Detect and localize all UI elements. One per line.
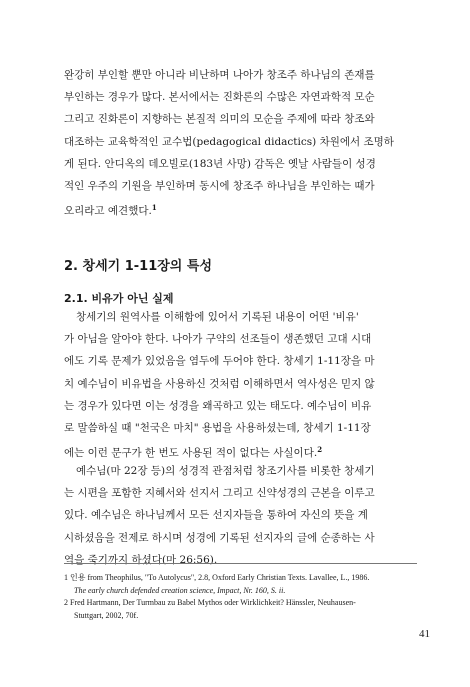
- text-line: 있다. 예수님은 하나님께서 모든 선지자들을 통하여 자신의 뜻을 계: [64, 509, 368, 522]
- text-line: 에도 기록 문제가 있었음을 염두에 두어야 한다. 창세기 1-11장을 마: [64, 355, 375, 368]
- text-line-content: 오리라고 예견했다.: [64, 205, 152, 218]
- footnote-mark: 1: [64, 573, 68, 582]
- footnotes: [64, 572, 417, 622]
- page-number: 41: [419, 628, 430, 640]
- footnote-ref-1[interactable]: 1: [151, 203, 157, 213]
- footnote-text-cont: The early church defended creation science, Impact, Nr. 160, S. ii.: [74, 585, 286, 595]
- paragraph-2: [64, 460, 417, 571]
- footnote-text-cont: Stuttgart, 2002, 70f.: [74, 610, 139, 620]
- text-line: 로 말씀하실 때 "천국은 마치" 용법을 사용하셨는데, 창세기 1-11장: [64, 422, 371, 435]
- footnote-divider: [64, 563, 417, 564]
- paragraph-1: [64, 306, 417, 464]
- footnote-mark: 2: [64, 598, 68, 607]
- text-line: 창세기의 원역사를 이해함에 있어서 기록된 내용이 어떤 '비유': [76, 311, 359, 323]
- text-line: 역을 죽기까지 하셨다(마 26:56).: [64, 553, 218, 566]
- section-heading: 2. 창세기 1-11장의 특성: [64, 259, 212, 274]
- text-line: 게 된다. 안디옥의 데오빌로(183년 사망) 감독은 옛날 사람들이 성경: [64, 157, 376, 170]
- text-line-content: 에는 이런 문구가 한 번도 사용된 적이 없다는 사실이다.: [64, 447, 318, 460]
- text-line: 적인 우주의 기원을 부인하며 동시에 창조주 하나님을 부인하는 때가: [64, 180, 375, 193]
- text-line: 그리고 진화론이 지향하는 본질적 의미의 모순을 주제에 따라 창조와: [64, 113, 375, 126]
- footnote-2: [64, 597, 417, 622]
- footnote-ref-2[interactable]: 2: [317, 445, 323, 455]
- text-line: 완강히 부인할 뿐만 아니라 비난하며 나아가 창조주 하나님의 존재를: [64, 69, 375, 81]
- text-line-last: [64, 197, 417, 222]
- top-paragraph: [64, 64, 417, 222]
- text-line: 부인하는 경우가 많다. 본서에서는 진화론의 수많은 자연과학적 모순: [64, 91, 375, 104]
- text-line: 는 시편을 포함한 지혜서와 선지서 그리고 신약성경의 근본을 이루고: [64, 487, 375, 500]
- text-line: 시하셨음을 전제로 하시며 성경에 기록된 선지자의 글에 순종하는 사: [64, 531, 375, 544]
- text-line: 치 예수님이 비유법을 사용하신 것처럼 이해하면서 역사성은 믿지 않: [64, 377, 375, 390]
- subsection-heading: 2.1. 비유가 아닌 실제: [64, 292, 174, 305]
- text-line: 가 아님을 알아야 한다. 나아가 구약의 선조들이 생존했던 고대 시대: [64, 333, 372, 346]
- text-line: 예수님(마 22장 등)의 성경적 관점처럼 창조기사를 비롯한 창세기: [76, 465, 375, 477]
- footnote-text: 인용 from Theophilus, "To Autolycus", 2.8, Oxford Early Christian Texts. Lavallee, L., 1986.: [70, 573, 370, 582]
- footnote-text: Fred Hartmann, Der Turmbau zu Babel Mythos oder Wirklichkeit? Hänssler, Neuhausen-: [70, 598, 356, 607]
- text-line: 는 경우가 있다면 이는 성경을 왜곡하고 있는 태도다. 예수님이 비유: [64, 399, 372, 412]
- footnote-1: [64, 572, 417, 597]
- text-line: 대조하는 교육학적인 교수법(pedagogical didactics) 차원에서 조명하: [64, 135, 394, 148]
